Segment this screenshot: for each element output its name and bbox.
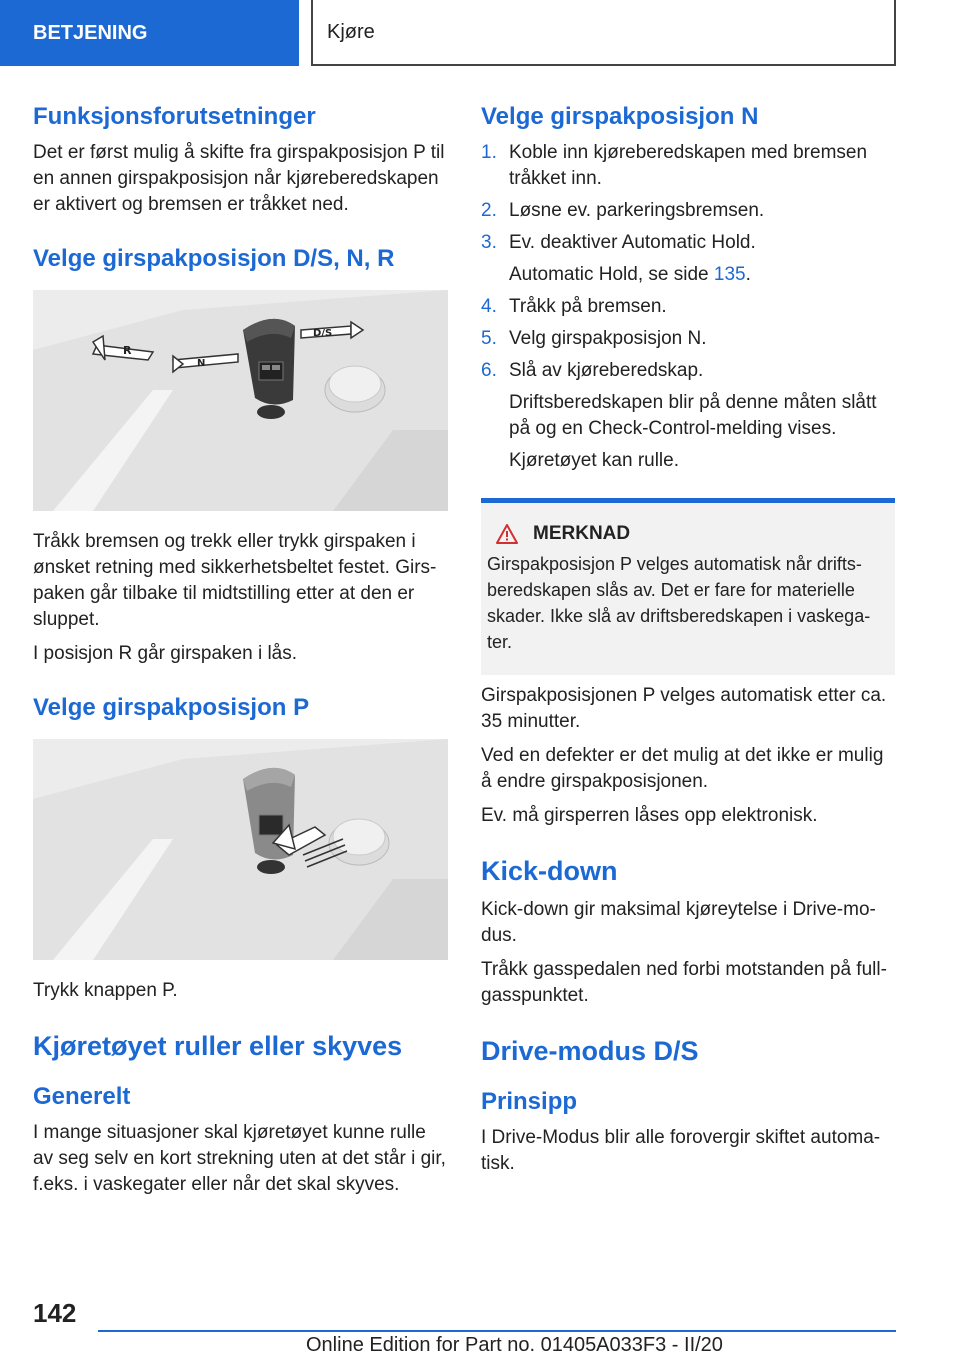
list-item: 5. Velg girspakposisjon N. xyxy=(481,328,707,349)
heading-select-dsnr: Velge girspakposisjon D/S, N, R xyxy=(33,245,395,272)
heading-drive-mode: Drive-modus D/S xyxy=(481,1036,699,1066)
paragraph-auto-p: Girspakposisjonen P velges automatisk etter ca. 35 minutter. xyxy=(481,685,887,732)
heading-kickdown: Kick-down xyxy=(481,856,618,886)
notice-text: Girspakposisjon P velges automatisk når drifts-beredskapen slås av. Det er fare for materielle skader. Ikke slå av driftsberedskapen i vaskega-ter. xyxy=(487,554,871,652)
steps-list xyxy=(481,140,895,474)
label-ds: D/S xyxy=(313,328,333,339)
paragraph-defect: Ved en defekter er det mulig at det ikke er mulig å endre girspakposisjonen. xyxy=(481,745,884,792)
paragraph-unlock: Ev. må girsperren låses opp elektronisk. xyxy=(481,805,818,826)
notice-title: MERKNAD xyxy=(533,523,631,544)
paragraph-r-lock: I posisjon R går girspaken i lås. xyxy=(33,643,298,664)
gear-selector-dsnr-illustration xyxy=(33,290,448,511)
heading-general: Generelt xyxy=(33,1083,131,1110)
heading-preconditions: Funksjonsforutsetninger xyxy=(33,103,316,130)
gear-selector-p-illustration xyxy=(33,739,448,960)
paragraph-principle: I Drive-Modus blir alle forovergir skiftet automa-tisk. xyxy=(481,1127,881,1174)
heading-select-p: Velge girspakposisjon P xyxy=(33,694,310,721)
left-column xyxy=(33,100,448,1198)
list-item: 6. Slå av kjøreberedskap. Driftsberedskapen blir på denne måten slått på og en Check-Control-melding vises. Kjøretøyet kan rulle. xyxy=(481,360,877,471)
page-link[interactable]: 135 xyxy=(713,264,746,285)
label-n: N xyxy=(197,358,206,369)
list-item: 4. Tråkk på bremsen. xyxy=(481,296,667,317)
label-r: R xyxy=(123,344,132,357)
right-column xyxy=(481,100,895,1177)
list-item: 1. Koble inn kjøreberedskapen med bremsen tråkket inn. xyxy=(481,142,868,189)
page-number: 142 xyxy=(33,1298,77,1328)
heading-principle: Prinsipp xyxy=(481,1088,578,1115)
list-item: 2. Løsne ev. parkeringsbremsen. xyxy=(481,200,765,221)
cross-reference: Automatic Hold, se side 135. xyxy=(509,264,751,285)
paragraph-preconditions: Det er først mulig å skifte fra girspakposisjon P til en annen girspakposisjon når kjøreberedskapen er aktivert og bremsen er tråkket ned. xyxy=(33,142,445,215)
chapter-title: Kjøre xyxy=(311,0,896,66)
paragraph-dsnr-instructions: Tråkk bremsen og trekk eller trykk girspaken i ønsket retning med sikkerhetsbeltet festet. Girs-paken går tilbake til midtstilling etter at den er sluppet. xyxy=(33,531,437,630)
footer-divider xyxy=(98,1330,896,1332)
paragraph-general: I mange situasjoner skal kjøretøyet kunne rulle av seg selv en kort strekning uten at det står i gir, f.eks. i vaskegater eller når det skal skyves. xyxy=(33,1122,446,1195)
notice-box xyxy=(481,498,895,675)
heading-select-n: Velge girspakposisjon N xyxy=(481,103,759,130)
paragraph-kickdown-1: Kick-down gir maksimal kjøreytelse i Drive-mo-dus. xyxy=(481,899,876,946)
warning-icon xyxy=(495,523,519,545)
edition-note: Online Edition for Part no. 01405A033F3 - II/20 xyxy=(306,1334,723,1356)
list-item: 3. Ev. deaktiver Automatic Hold. Automatic Hold, se side 135. xyxy=(481,230,895,288)
section-tab: BETJENING xyxy=(0,0,299,66)
heading-vehicle-rolling: Kjøretøyet ruller eller skyves xyxy=(33,1031,403,1061)
paragraph-press-p: Trykk knappen P. xyxy=(33,980,178,1001)
paragraph-kickdown-2: Tråkk gasspedalen ned forbi motstanden på full-gasspunktet. xyxy=(481,959,887,1006)
